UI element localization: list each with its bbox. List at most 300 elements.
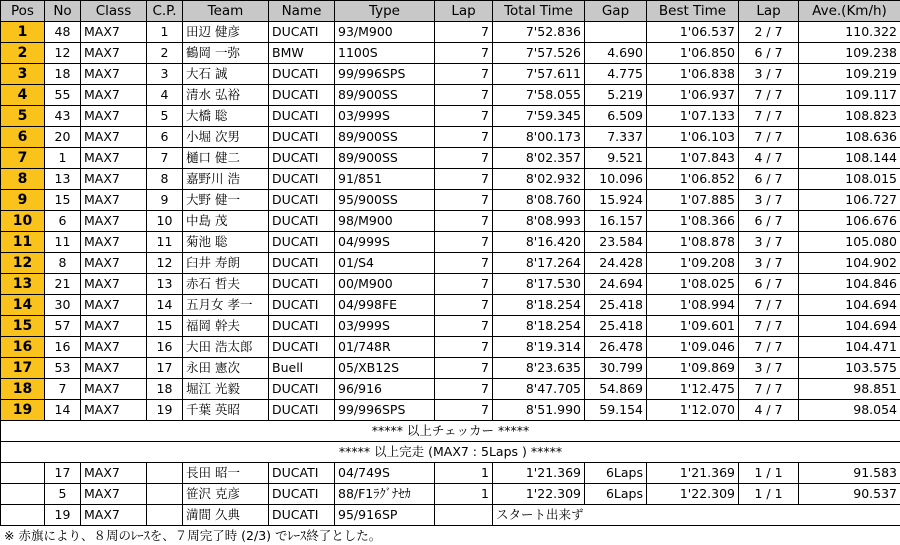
cell-cp: 17 — [147, 358, 183, 379]
cell-type: 04/999S — [335, 232, 435, 253]
cell-no: 18 — [45, 64, 81, 85]
cell-no: 5 — [45, 484, 81, 505]
cell-name: DUCATI — [269, 85, 335, 106]
cell-class: MAX7 — [81, 400, 147, 421]
cell-average: 109.238 — [799, 43, 900, 64]
col-header-class: Class — [81, 1, 147, 22]
result-row — [1, 127, 900, 148]
col-header-team: Team — [183, 1, 269, 22]
cell-average: 91.583 — [799, 463, 900, 484]
cell-average: 104.846 — [799, 274, 900, 295]
cell-type: 99/996SPS — [335, 64, 435, 85]
cell-pos: 11 — [1, 232, 45, 253]
cell-lap: 7 — [435, 43, 493, 64]
result-row — [1, 232, 900, 253]
cell-type: 93/M900 — [335, 22, 435, 43]
cell-cp: 1 — [147, 22, 183, 43]
cell-gap: 25.418 — [585, 316, 647, 337]
cell-name: DUCATI — [269, 106, 335, 127]
cell-best-time: 1'09.869 — [647, 358, 739, 379]
cell-gap: 6Laps — [585, 484, 647, 505]
cell-class: MAX7 — [81, 127, 147, 148]
cell-name: DUCATI — [269, 169, 335, 190]
result-row — [1, 400, 900, 421]
cell-total-time: 8'00.173 — [493, 127, 585, 148]
cell-gap: 10.096 — [585, 169, 647, 190]
cell-cp — [147, 484, 183, 505]
cell-class: MAX7 — [81, 211, 147, 232]
cell-lap — [435, 505, 493, 526]
cell-average: 90.537 — [799, 484, 900, 505]
cell-cp — [147, 463, 183, 484]
cell-best-lap: 7 / 7 — [739, 337, 799, 358]
footnote: ※ 赤旗により、８周のﾚｰｽを、７周完了時 (2/3) でﾚｰｽ終了とした。 — [0, 526, 900, 545]
cell-pos: 4 — [1, 85, 45, 106]
cell-best-lap: 4 / 7 — [739, 148, 799, 169]
cell-cp: 9 — [147, 190, 183, 211]
cell-team: 鶴岡 一弥 — [183, 43, 269, 64]
cell-class: MAX7 — [81, 106, 147, 127]
cell-average: 104.694 — [799, 316, 900, 337]
cell-total-time: 7'57.611 — [493, 64, 585, 85]
cell-team: 大橋 聡 — [183, 106, 269, 127]
cell-pos: 12 — [1, 253, 45, 274]
cell-total-time: 8'08.760 — [493, 190, 585, 211]
cell-team: 嘉野川 浩 — [183, 169, 269, 190]
cell-name: DUCATI — [269, 295, 335, 316]
cell-cp: 4 — [147, 85, 183, 106]
cell-cp: 19 — [147, 400, 183, 421]
cell-lap: 7 — [435, 232, 493, 253]
cell-lap: 7 — [435, 337, 493, 358]
cell-cp: 12 — [147, 253, 183, 274]
cell-no: 11 — [45, 232, 81, 253]
cell-name: DUCATI — [269, 484, 335, 505]
cell-total-time: 8'02.357 — [493, 148, 585, 169]
cell-lap: 7 — [435, 253, 493, 274]
cell-total-time: 8'08.993 — [493, 211, 585, 232]
cell-no: 48 — [45, 22, 81, 43]
cell-best-lap: 3 / 7 — [739, 358, 799, 379]
cell-type: 04/998FE — [335, 295, 435, 316]
cell-cp: 13 — [147, 274, 183, 295]
cell-pos: 19 — [1, 400, 45, 421]
cell-type: 89/900SS — [335, 148, 435, 169]
cell-type: 99/996SPS — [335, 400, 435, 421]
cell-team: 大田 浩太郎 — [183, 337, 269, 358]
cell-cp: 5 — [147, 106, 183, 127]
cell-no: 14 — [45, 400, 81, 421]
cell-average: 105.080 — [799, 232, 900, 253]
col-header-type: Type — [335, 1, 435, 22]
cell-average: 108.144 — [799, 148, 900, 169]
cell-best-lap: 3 / 7 — [739, 232, 799, 253]
cell-no: 43 — [45, 106, 81, 127]
cell-best-lap: 3 / 7 — [739, 253, 799, 274]
cell-lap: 7 — [435, 106, 493, 127]
cell-class: MAX7 — [81, 22, 147, 43]
cell-no: 6 — [45, 211, 81, 232]
separator-checker: ***** 以上チェッカー ***** — [1, 421, 900, 442]
cell-cp: 16 — [147, 337, 183, 358]
cell-type: 1100S — [335, 43, 435, 64]
cell-no: 17 — [45, 463, 81, 484]
cell-no: 16 — [45, 337, 81, 358]
result-row — [1, 43, 900, 64]
cell-pos: 2 — [1, 43, 45, 64]
cell-average: 109.219 — [799, 64, 900, 85]
cell-best-time: 1'07.843 — [647, 148, 739, 169]
cell-class: MAX7 — [81, 43, 147, 64]
cell-best-time: 1'08.994 — [647, 295, 739, 316]
cell-best-lap: 7 / 7 — [739, 85, 799, 106]
cell-class: MAX7 — [81, 232, 147, 253]
cell-total-time: 8'19.314 — [493, 337, 585, 358]
cell-cp: 15 — [147, 316, 183, 337]
cell-name: DUCATI — [269, 316, 335, 337]
cell-team: 堀江 光毅 — [183, 379, 269, 400]
cell-class: MAX7 — [81, 64, 147, 85]
cell-best-time: 1'09.601 — [647, 316, 739, 337]
cell-average: 106.676 — [799, 211, 900, 232]
cell-best-lap: 7 / 7 — [739, 127, 799, 148]
cell-class: MAX7 — [81, 379, 147, 400]
cell-cp: 14 — [147, 295, 183, 316]
cell-name: DUCATI — [269, 232, 335, 253]
cell-best-lap: 3 / 7 — [739, 64, 799, 85]
cell-no: 19 — [45, 505, 81, 526]
cell-name: DUCATI — [269, 274, 335, 295]
cell-average: 109.117 — [799, 85, 900, 106]
cell-team: 笹沢 克彦 — [183, 484, 269, 505]
cell-best-lap: 7 / 7 — [739, 106, 799, 127]
cell-best-time: 1'06.103 — [647, 127, 739, 148]
cell-lap: 7 — [435, 169, 493, 190]
cell-no: 12 — [45, 43, 81, 64]
cell-average: 103.575 — [799, 358, 900, 379]
cell-lap: 7 — [435, 85, 493, 106]
cell-cp: 18 — [147, 379, 183, 400]
cell-total-time: 8'47.705 — [493, 379, 585, 400]
cell-average: 104.902 — [799, 253, 900, 274]
cell-gap: 16.157 — [585, 211, 647, 232]
cell-type: 03/999S — [335, 106, 435, 127]
cell-best-lap: 7 / 7 — [739, 295, 799, 316]
result-row — [1, 169, 900, 190]
col-header-total-time: Total Time — [493, 1, 585, 22]
cell-lap: 1 — [435, 484, 493, 505]
cell-average: 98.054 — [799, 400, 900, 421]
cell-pos: 6 — [1, 127, 45, 148]
cell-best-time: 1'06.850 — [647, 43, 739, 64]
cell-best-lap: 3 / 7 — [739, 190, 799, 211]
cell-type: 04/749S — [335, 463, 435, 484]
cell-team: 中島 茂 — [183, 211, 269, 232]
cell-team: 田辺 健彦 — [183, 22, 269, 43]
cell-team: 満間 久典 — [183, 505, 269, 526]
cell-name: DUCATI — [269, 127, 335, 148]
cell-gap: 24.428 — [585, 253, 647, 274]
cell-best-time: 1'08.025 — [647, 274, 739, 295]
cell-team: 臼井 寿朗 — [183, 253, 269, 274]
cell-class: MAX7 — [81, 505, 147, 526]
cell-class: MAX7 — [81, 358, 147, 379]
cell-lap: 7 — [435, 22, 493, 43]
cell-gap: 9.521 — [585, 148, 647, 169]
cell-type: 01/S4 — [335, 253, 435, 274]
cell-type: 05/XB12S — [335, 358, 435, 379]
cell-gap: 24.694 — [585, 274, 647, 295]
cell-team: 小堀 次男 — [183, 127, 269, 148]
cell-no: 15 — [45, 190, 81, 211]
cell-name: DUCATI — [269, 400, 335, 421]
cell-total-time: 7'58.055 — [493, 85, 585, 106]
col-header-gap: Gap — [585, 1, 647, 22]
cell-name: DUCATI — [269, 253, 335, 274]
cell-class: MAX7 — [81, 253, 147, 274]
cell-best-time: 1'12.070 — [647, 400, 739, 421]
cell-gap: 15.924 — [585, 190, 647, 211]
cell-total-time: 8'16.420 — [493, 232, 585, 253]
cell-pos: 7 — [1, 148, 45, 169]
cell-pos: 8 — [1, 169, 45, 190]
cell-name: DUCATI — [269, 22, 335, 43]
separator-complete: ***** 以上完走 (MAX7 : 5Laps ) ***** — [1, 442, 900, 463]
cell-type: 00/M900 — [335, 274, 435, 295]
cell-average: 108.015 — [799, 169, 900, 190]
result-row — [1, 22, 900, 43]
cell-pos: 18 — [1, 379, 45, 400]
col-header-best-time: Best Time — [647, 1, 739, 22]
cell-best-time: 1'06.852 — [647, 169, 739, 190]
cell-no: 30 — [45, 295, 81, 316]
cell-pos: 9 — [1, 190, 45, 211]
cell-type: 88/F1ﾗｸﾞﾅｾｶ — [335, 484, 435, 505]
cell-best-lap: 7 / 7 — [739, 316, 799, 337]
cell-team: 清水 弘裕 — [183, 85, 269, 106]
cell-total-time: 7'59.345 — [493, 106, 585, 127]
cell-name: Buell — [269, 358, 335, 379]
cell-name: DUCATI — [269, 211, 335, 232]
non-finisher-row — [1, 463, 900, 484]
cell-team: 樋口 健二 — [183, 148, 269, 169]
col-header-name: Name — [269, 1, 335, 22]
cell-total-time: 7'57.526 — [493, 43, 585, 64]
cell-pos: 10 — [1, 211, 45, 232]
cell-average: 108.823 — [799, 106, 900, 127]
non-finisher-row — [1, 484, 900, 505]
cell-gap — [585, 22, 647, 43]
cell-gap: 4.775 — [585, 64, 647, 85]
cell-lap: 7 — [435, 400, 493, 421]
result-row — [1, 190, 900, 211]
cell-pos: 3 — [1, 64, 45, 85]
col-header-no: No — [45, 1, 81, 22]
cell-class: MAX7 — [81, 295, 147, 316]
cell-pos: 15 — [1, 316, 45, 337]
cell-lap: 7 — [435, 190, 493, 211]
cell-best-time: 1'22.309 — [647, 484, 739, 505]
cell-name: DUCATI — [269, 148, 335, 169]
cell-type: 89/900SS — [335, 127, 435, 148]
cell-total-time: 7'52.836 — [493, 22, 585, 43]
cell-team: 五月女 孝一 — [183, 295, 269, 316]
cell-best-lap: 2 / 7 — [739, 22, 799, 43]
cell-lap: 7 — [435, 379, 493, 400]
cell-best-time: 1'21.369 — [647, 463, 739, 484]
cell-class: MAX7 — [81, 463, 147, 484]
cell-gap: 25.418 — [585, 295, 647, 316]
cell-best-time: 1'07.885 — [647, 190, 739, 211]
cell-team: 長田 昭一 — [183, 463, 269, 484]
cell-gap: 5.219 — [585, 85, 647, 106]
cell-total-time: 1'21.369 — [493, 463, 585, 484]
result-row — [1, 148, 900, 169]
cell-class: MAX7 — [81, 316, 147, 337]
result-row — [1, 253, 900, 274]
cell-total-time: 8'02.932 — [493, 169, 585, 190]
cell-no: 20 — [45, 127, 81, 148]
cell-class: MAX7 — [81, 169, 147, 190]
col-header-average: Ave.(Km/h) — [799, 1, 900, 22]
cell-lap: 7 — [435, 316, 493, 337]
cell-team: 大石 誠 — [183, 64, 269, 85]
cell-pos — [1, 484, 45, 505]
cell-total-time: 1'22.309 — [493, 484, 585, 505]
cell-cp: 2 — [147, 43, 183, 64]
cell-total-time: 8'18.254 — [493, 295, 585, 316]
cell-team: 大野 健一 — [183, 190, 269, 211]
cell-name: BMW — [269, 43, 335, 64]
cell-best-time: 1'07.133 — [647, 106, 739, 127]
result-row — [1, 337, 900, 358]
cell-lap: 7 — [435, 148, 493, 169]
cell-gap: 59.154 — [585, 400, 647, 421]
cell-lap: 1 — [435, 463, 493, 484]
cell-no: 7 — [45, 379, 81, 400]
cell-name: DUCATI — [269, 190, 335, 211]
cell-average: 98.851 — [799, 379, 900, 400]
cell-name: DUCATI — [269, 505, 335, 526]
cell-no: 8 — [45, 253, 81, 274]
cell-cp: 11 — [147, 232, 183, 253]
cell-gap: 7.337 — [585, 127, 647, 148]
cell-no: 55 — [45, 85, 81, 106]
cell-team: 永田 憲次 — [183, 358, 269, 379]
cell-gap: 6.509 — [585, 106, 647, 127]
col-header-lap: Lap — [435, 1, 493, 22]
cell-total-time: 8'23.635 — [493, 358, 585, 379]
cell-lap: 7 — [435, 358, 493, 379]
cell-best-lap: 1 / 1 — [739, 484, 799, 505]
result-row — [1, 295, 900, 316]
cell-best-lap: 4 / 7 — [739, 400, 799, 421]
cell-best-time: 1'09.208 — [647, 253, 739, 274]
result-row — [1, 379, 900, 400]
cell-lap: 7 — [435, 274, 493, 295]
cell-type: 95/900SS — [335, 190, 435, 211]
separator-row — [1, 421, 900, 442]
cell-cp: 7 — [147, 148, 183, 169]
cell-class: MAX7 — [81, 85, 147, 106]
cell-best-time: 1'08.878 — [647, 232, 739, 253]
result-row — [1, 316, 900, 337]
cell-no: 57 — [45, 316, 81, 337]
cell-pos: 1 — [1, 22, 45, 43]
cell-gap: 54.869 — [585, 379, 647, 400]
cell-name: DUCATI — [269, 337, 335, 358]
cell-gap: 23.584 — [585, 232, 647, 253]
cell-team: 千葉 英昭 — [183, 400, 269, 421]
cell-type: 91/851 — [335, 169, 435, 190]
cell-average: 104.694 — [799, 295, 900, 316]
cell-gap: 4.690 — [585, 43, 647, 64]
header-row — [1, 1, 900, 22]
cell-type: 95/916SP — [335, 505, 435, 526]
cell-type: 03/999S — [335, 316, 435, 337]
cell-team: 福岡 幹夫 — [183, 316, 269, 337]
cell-total-time: 8'17.264 — [493, 253, 585, 274]
col-header-pos: Pos — [1, 1, 45, 22]
cell-lap: 7 — [435, 64, 493, 85]
cell-type: 89/900SS — [335, 85, 435, 106]
cell-lap: 7 — [435, 295, 493, 316]
cell-pos: 17 — [1, 358, 45, 379]
cell-cp: 6 — [147, 127, 183, 148]
cell-type: 01/748R — [335, 337, 435, 358]
cell-lap: 7 — [435, 127, 493, 148]
cell-pos: 5 — [1, 106, 45, 127]
cell-best-time: 1'12.475 — [647, 379, 739, 400]
cell-total-time: 8'51.990 — [493, 400, 585, 421]
cell-best-time: 1'09.046 — [647, 337, 739, 358]
cell-best-lap: 6 / 7 — [739, 43, 799, 64]
cell-gap: 6Laps — [585, 463, 647, 484]
cell-type: 98/M900 — [335, 211, 435, 232]
result-row — [1, 358, 900, 379]
cell-best-time: 1'06.838 — [647, 64, 739, 85]
cell-pos: 16 — [1, 337, 45, 358]
result-row — [1, 106, 900, 127]
cell-best-lap: 6 / 7 — [739, 211, 799, 232]
cell-class: MAX7 — [81, 148, 147, 169]
cell-no: 13 — [45, 169, 81, 190]
result-row — [1, 64, 900, 85]
cell-no: 21 — [45, 274, 81, 295]
cell-pos: 13 — [1, 274, 45, 295]
cell-best-lap: 6 / 7 — [739, 274, 799, 295]
cell-best-lap: 6 / 7 — [739, 169, 799, 190]
cell-best-time: 1'06.537 — [647, 22, 739, 43]
cell-no: 1 — [45, 148, 81, 169]
cell-best-time: 1'08.366 — [647, 211, 739, 232]
cell-name: DUCATI — [269, 463, 335, 484]
cell-best-time: 1'06.937 — [647, 85, 739, 106]
cell-average: 104.471 — [799, 337, 900, 358]
cell-name: DUCATI — [269, 379, 335, 400]
cell-total-time: スタート出来ず — [493, 505, 900, 526]
result-row — [1, 274, 900, 295]
cell-type: 96/916 — [335, 379, 435, 400]
cell-team: 菊池 聡 — [183, 232, 269, 253]
result-row — [1, 85, 900, 106]
cell-pos: 14 — [1, 295, 45, 316]
cell-pos — [1, 505, 45, 526]
cell-best-lap: 1 / 1 — [739, 463, 799, 484]
cell-name: DUCATI — [269, 64, 335, 85]
cell-class: MAX7 — [81, 190, 147, 211]
cell-average: 110.322 — [799, 22, 900, 43]
